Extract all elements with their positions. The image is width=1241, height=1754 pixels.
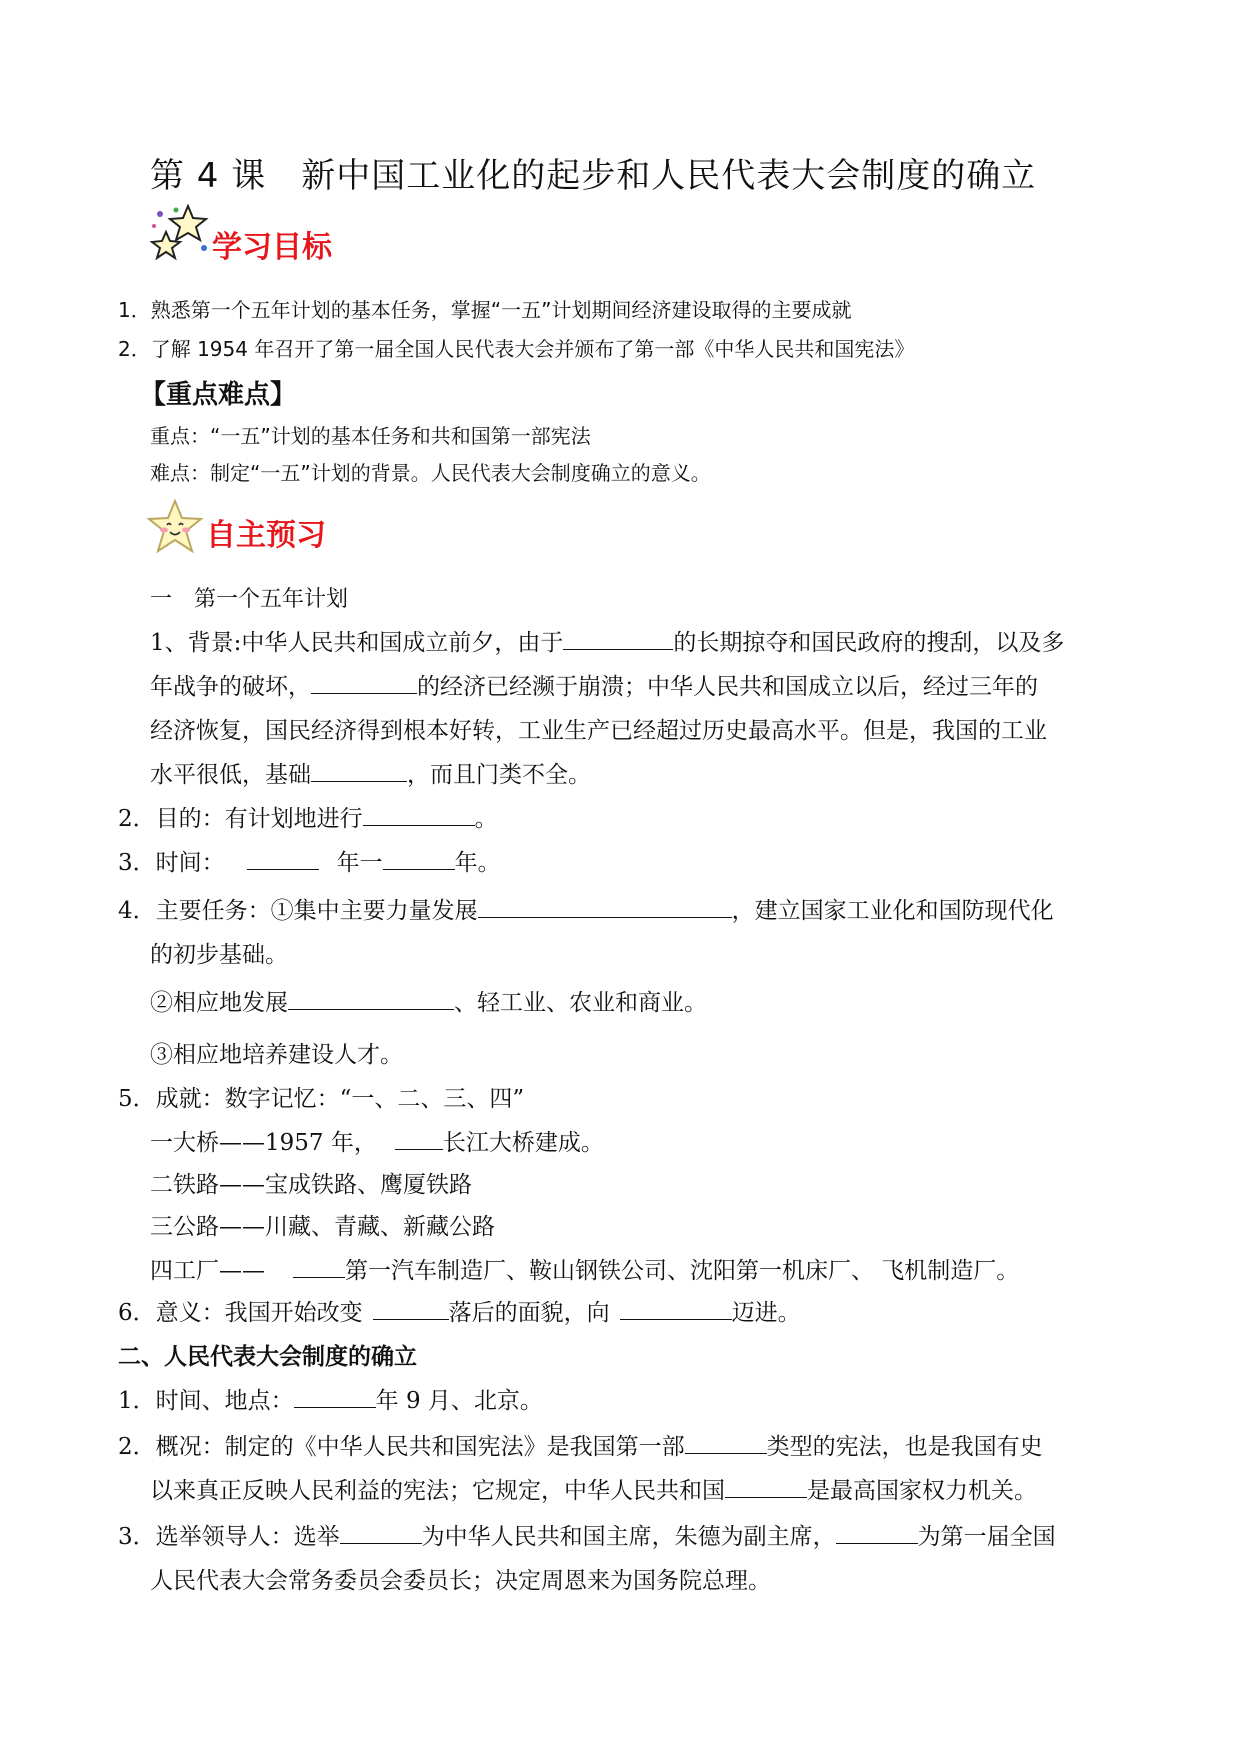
- fill-blank[interactable]: [293, 1255, 345, 1278]
- achievement-bridge: [150, 1124, 604, 1157]
- fill-blank[interactable]: [373, 1297, 449, 1320]
- page-title: 第 4 课 新中国工业化的起步和人民代表大会制度的确立: [150, 156, 1037, 196]
- text: 迈进。: [731, 1300, 801, 1326]
- key-point-difficulty: 难点：制定“一五”计划的背景。人民代表大会制度确立的意义。: [150, 461, 711, 485]
- tasks-line-3: [150, 984, 707, 1017]
- text: 为中华人民共和国主席，朱德为副主席，: [421, 1524, 836, 1550]
- overview-line-1: [118, 1428, 1043, 1461]
- text: 第一汽车制造厂、鞍山钢铁公司、沈阳第一机床厂、 飞机制造厂。: [345, 1258, 1020, 1284]
- text: 长江大桥建成。: [442, 1130, 604, 1156]
- text: ，建立国家工业化和国防现代化: [731, 898, 1054, 924]
- significance-line: [118, 1294, 801, 1327]
- fill-blank[interactable]: [836, 1521, 918, 1544]
- text: 6．意义：我国开始改变: [118, 1300, 363, 1326]
- section-heading-objectives: 学习目标: [212, 230, 332, 265]
- fill-blank[interactable]: [311, 671, 417, 694]
- key-point-focus: 重点：“一五”计划的基本任务和共和国第一部宪法: [150, 424, 591, 448]
- fill-blank[interactable]: [725, 1475, 807, 1498]
- part1-heading: 一 第一个五年计划: [150, 587, 349, 612]
- tasks-line-4: ③相应地培养建设人才。: [150, 1042, 403, 1068]
- fill-blank[interactable]: [363, 803, 475, 826]
- text: 以来真正反映人民利益的宪法；它规定，中华人民共和国: [150, 1478, 725, 1504]
- fill-blank[interactable]: [340, 1521, 422, 1544]
- text: 落后的面貌，向: [448, 1300, 610, 1326]
- achievement-highway: 三公路——川藏、青藏、新藏公路: [150, 1214, 495, 1240]
- tasks-line-1: [118, 892, 1054, 925]
- time-place-line: [118, 1382, 543, 1415]
- background-line-1: [150, 624, 1064, 657]
- objective-item: 2．了解 1954 年召开了第一届全国人民代表大会并颁布了第一部《中华人民共和国宪法》: [118, 337, 915, 361]
- text: 一大桥——1957 年，: [150, 1130, 377, 1156]
- smiley-star-icon: [146, 498, 204, 556]
- text: 2．目的：有计划地进行: [118, 806, 363, 832]
- text: ②相应地发展: [150, 990, 288, 1016]
- achievement-factory: [150, 1252, 1019, 1285]
- election-line-2: 人民代表大会常务委员会委员长；决定周恩来为国务院总理。: [150, 1568, 771, 1594]
- overview-line-2: [150, 1472, 1037, 1505]
- fill-blank[interactable]: [563, 627, 673, 650]
- objective-item: 1．熟悉第一个五年计划的基本任务，掌握“一五”计划期间经济建设取得的主要成就: [118, 298, 852, 322]
- fill-blank[interactable]: [620, 1297, 732, 1320]
- text: 2．概况：制定的《中华人民共和国宪法》是我国第一部: [118, 1434, 685, 1460]
- section-heading-preview: 自主预习: [206, 518, 326, 553]
- purpose-line: [118, 800, 498, 833]
- text: 3．选举领导人：选举: [118, 1524, 340, 1550]
- text: 年一: [336, 850, 383, 876]
- text: 年 9 月、北京。: [375, 1388, 543, 1414]
- text: 1、背景:中华人民共和国成立前夕，由于: [150, 630, 564, 656]
- time-line: [118, 844, 501, 877]
- fill-blank[interactable]: [294, 1385, 376, 1408]
- fill-blank[interactable]: [478, 895, 732, 918]
- text: 3．时间：: [118, 850, 225, 876]
- key-points-heading: 【重点难点】: [140, 380, 297, 410]
- stars-icon: [150, 204, 212, 264]
- text: 为第一届全国: [917, 1524, 1056, 1550]
- text: 1．时间、地点：: [118, 1388, 294, 1414]
- fill-blank[interactable]: [383, 847, 455, 870]
- background-line-3: 经济恢复，国民经济得到根本好转，工业生产已经超过历史最高水平。但是，我国的工业: [150, 718, 1047, 744]
- text: 的经济已经濒于崩溃；中华人民共和国成立以后，经过三年的: [417, 674, 1038, 700]
- text: 年。: [454, 850, 501, 876]
- text: 年战争的破坏，: [150, 674, 311, 700]
- text: 四工厂——: [150, 1258, 265, 1284]
- text: 4．主要任务：①集中主要力量发展: [118, 898, 478, 924]
- fill-blank[interactable]: [247, 847, 319, 870]
- election-line-1: [118, 1518, 1056, 1551]
- fill-blank[interactable]: [288, 987, 454, 1010]
- text: 、轻工业、农业和商业。: [454, 990, 707, 1016]
- text: 。: [474, 806, 498, 832]
- fill-blank[interactable]: [395, 1127, 443, 1150]
- text: 是最高国家权力机关。: [807, 1478, 1037, 1504]
- fill-blank[interactable]: [685, 1431, 767, 1454]
- fill-blank[interactable]: [311, 759, 407, 782]
- text: 的长期掠夺和国民政府的搜刮，以及多: [673, 630, 1065, 656]
- text: 类型的宪法，也是我国有史: [766, 1434, 1043, 1460]
- background-line-4: [150, 756, 591, 789]
- tasks-line-2: 的初步基础。: [150, 942, 288, 968]
- text: 水平很低，基础: [150, 762, 311, 788]
- background-line-2: [150, 668, 1038, 701]
- part2-heading: 二、人民代表大会制度的确立: [118, 1344, 417, 1370]
- achievement-railway: 二铁路——宝成铁路、鹰厦铁路: [150, 1172, 472, 1198]
- text: ，而且门类不全。: [407, 762, 591, 788]
- achievements-heading: 5．成就：数字记忆：“一、二、三、四”: [118, 1086, 525, 1112]
